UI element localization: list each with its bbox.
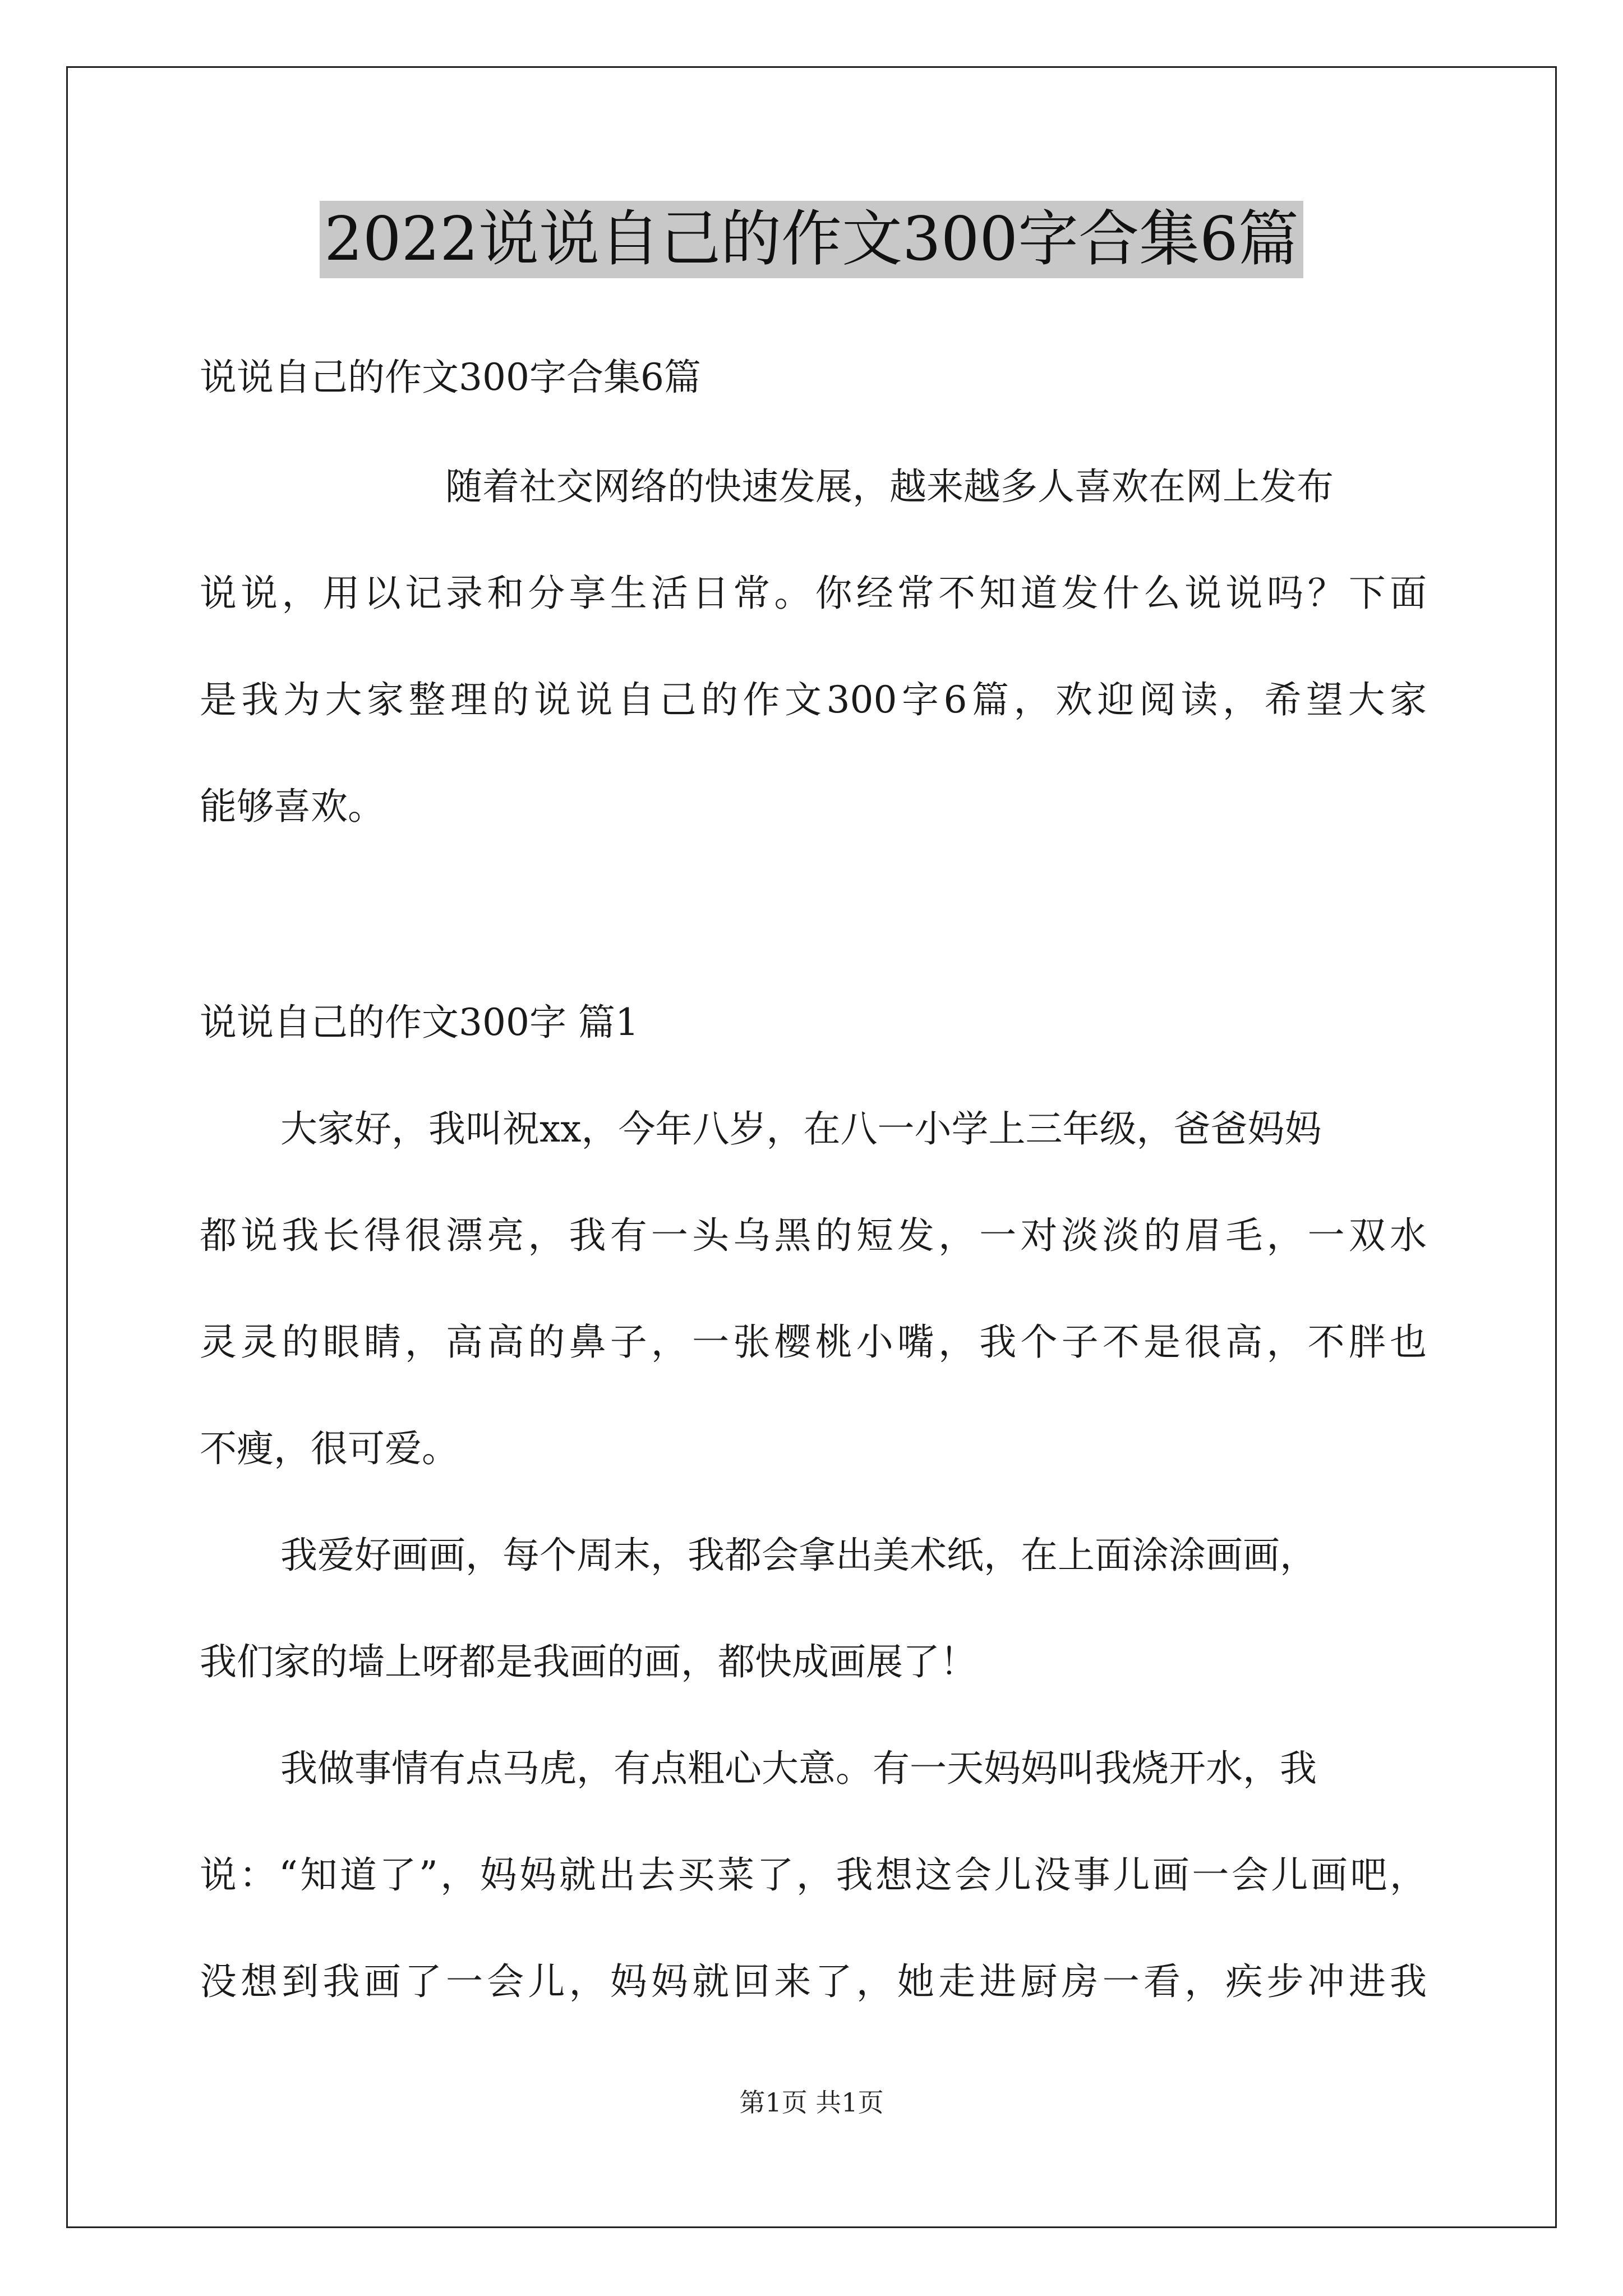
title-container — [0, 201, 1623, 278]
para1-line-1: 大家好，我叫祝xx，今年八岁，在八一小学上三年级，爸爸妈妈 — [280, 1107, 1322, 1151]
document-title: 2022说说自己的作文300字合集6篇 — [320, 201, 1303, 278]
para1-line-3: 灵灵的眼睛，高高的鼻子，一张樱桃小嘴，我个子不是很高，不胖也 — [200, 1320, 1427, 1364]
para3-line-2: 说：“知道了”，妈妈就出去买菜了，我想这会儿没事儿画一会儿画吧， — [200, 1853, 1427, 1897]
intro-line-4: 能够喜欢。 — [200, 785, 385, 828]
page-footer: 第1页 共1页 — [739, 2087, 884, 2118]
intro-line-2: 说说，用以记录和分享生活日常。你经常不知道发什么说说吗？下面 — [200, 572, 1427, 615]
intro-line-3: 是我为大家整理的说说自己的作文300字6篇，欢迎阅读，希望大家 — [200, 678, 1427, 721]
subtitle-line: 说说自己的作文300字合集6篇 — [200, 356, 701, 399]
para2-line-2: 我们家的墙上呀都是我画的画，都快成画展了！ — [200, 1640, 977, 1683]
intro-line-1: 随着社交网络的快速发展，越来越多人喜欢在网上发布 — [445, 465, 1334, 508]
para3-line-3: 没想到我画了一会儿，妈妈就回来了，她走进厨房一看，疾步冲进我 — [200, 1960, 1427, 2003]
section-heading-1: 说说自己的作文300字 篇1 — [200, 1001, 639, 1044]
para1-line-2: 都说我长得很漂亮，我有一头乌黑的短发，一对淡淡的眉毛，一双水 — [200, 1214, 1427, 1257]
para2-line-1: 我爱好画画，每个周末，我都会拿出美术纸，在上面涂涂画画， — [280, 1534, 1317, 1577]
para1-line-4: 不瘦，很可爱。 — [200, 1427, 459, 1470]
para3-line-1: 我做事情有点马虎，有点粗心大意。有一天妈妈叫我烧开水，我 — [280, 1747, 1317, 1790]
